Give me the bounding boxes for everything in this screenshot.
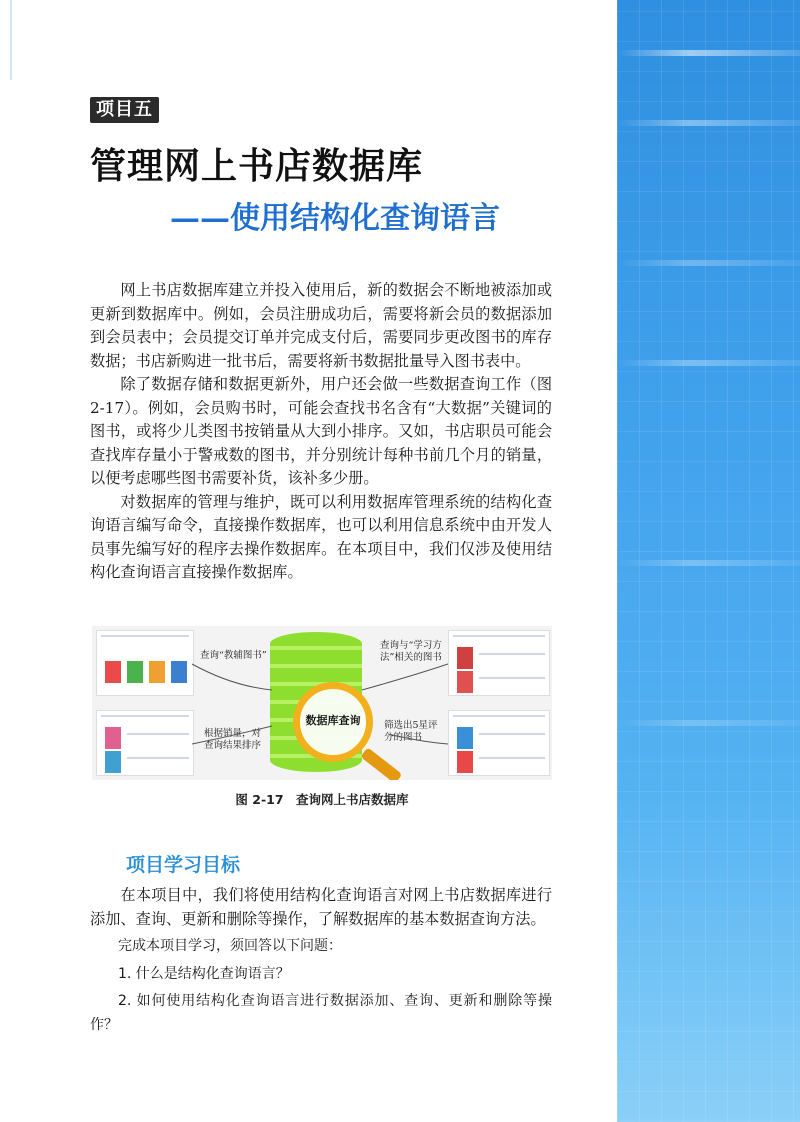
figure-center-label: 数据库查询 [305, 714, 361, 727]
query-figure [92, 626, 552, 780]
page-subtitle: ——使用结构化查询语言 [170, 201, 500, 236]
question-item: 2. 如何使用结构化查询语言进行数据添加、查询、更新和删除等操作？ [90, 993, 552, 1033]
page-title: 管理网上书店数据库 [90, 145, 424, 187]
page-edge-line [10, 0, 12, 80]
figure-label: 根据销量，对查询结果排序 [204, 728, 262, 751]
paragraph: 完成本项目学习，须回答以下问题： [118, 938, 342, 954]
figure-label: 查询与“学习方法”相关的图书 [380, 640, 442, 663]
decorative-sidebar [617, 0, 800, 1122]
paragraph: 网上书店数据库建立并投入使用后，新的数据会不断地被添加或更新到数据库中。例如，会员注册成功后，需要将新会员的数据添加到会员表中；会员提交订单并完成支付后，需要同步更改图书的库存数据；书店新购进一批书后，需要将新书数据批量导入图书表中。 [90, 281, 552, 370]
figure-connectors [92, 626, 552, 780]
figure-caption: 图 2-17 查询网上书店数据库 [235, 792, 409, 807]
paragraph: 除了数据存储和数据更新外，用户还会做一些数据查询工作（图 2-17）。例如，会员购书时，可能会查找书名含有“大数据”关键词的图书，或将少儿类图书按销量从大到小排序。又如，书店职员可能会查找库存量小于警戒数的图书，并分别统计每种书前几个月的销量，以便考虑哪些图书需要补货，该补多少册。 [90, 375, 552, 487]
question-item: 1. 什么是结构化查询语言？ [118, 965, 290, 982]
goals-text [90, 884, 552, 1037]
paragraph: 对数据库的管理与维护，既可以利用数据库管理系统的结构化查询语言编写命令，直接操作数据库，也可以利用信息系统中由开发人员事先编写好的程序去操作数据库。在本项目中，我们仅涉及使用结构化查询语言直接操作数据库。 [90, 492, 552, 581]
section-heading: 项目学习目标 [126, 854, 241, 876]
intro-text [90, 279, 552, 585]
chapter-tag: 项目五 [90, 97, 159, 123]
paragraph: 在本项目中，我们将使用结构化查询语言对网上书店数据库进行添加、查询、更新和删除等操作，了解数据库的基本数据查询方法。 [90, 886, 552, 928]
figure-label: 筛选出5星评分的图书 [384, 720, 438, 743]
figure-label: 查询“教辅图书” [200, 650, 267, 661]
